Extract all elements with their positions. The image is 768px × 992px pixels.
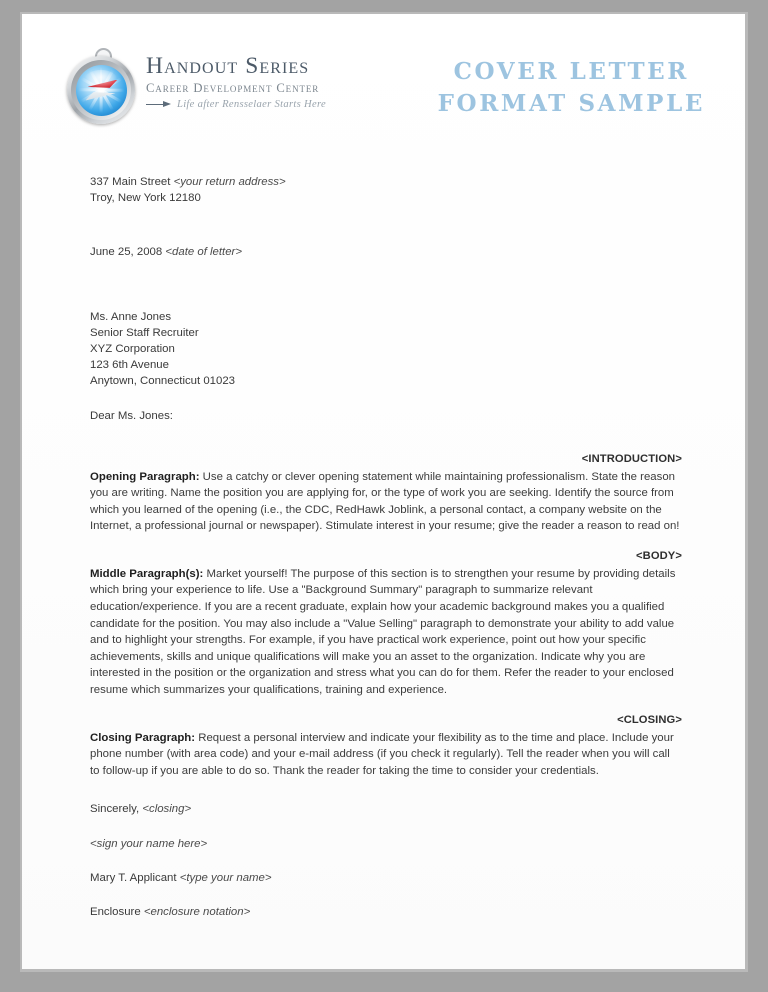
paragraph-text-introduction: Use a catchy or clever opening statement while maintaining professionalism. State the reason you are writing. Name the position you are applying for, or the type of work you are seeking. Identify the source from which you learned of the opening (i.e., the CDC, RedHawk Joblink, a personal contact, a company website on the Internet, a professional journal or newspaper). Stimulate interest in your resume; give the reader a reason to read on! — [90, 470, 680, 533]
signature-closing — [90, 801, 682, 817]
paragraph-closing — [90, 730, 682, 780]
salutation: Dear Ms. Jones: — [90, 409, 173, 422]
page-title-line-1: COVER LETTER — [453, 58, 690, 85]
page-title-line-2: FORMAT SAMPLE — [437, 89, 705, 117]
section-tag-introduction: <INTRODUCTION> — [581, 452, 682, 465]
recipient-line: 123 6th Avenue — [90, 359, 169, 372]
paragraph-introduction — [90, 469, 682, 535]
signature-closing-text: Sincerely, — [90, 803, 143, 816]
recipient-address-block — [90, 309, 682, 390]
brand-tagline: Life after Rensselaer Starts Here — [177, 98, 326, 110]
date-block — [90, 244, 682, 260]
signature-name-text: Mary T. Applicant — [90, 871, 180, 884]
enclosure-placeholder: <enclosure notation> — [143, 905, 251, 918]
signature-name — [90, 870, 682, 886]
paragraph-lead-introduction: Opening Paragraph: — [90, 470, 200, 483]
paragraph-text-closing: Request a personal interview and indicate your flexibility as to the time and place. Include your phone number (with area code) and your e-mail address (if you check it regularly). Tell the reader when you will call to follow-up if you are able to do so. Thank the reader for taking the time to consider your credentials. — [90, 731, 674, 777]
document-page — [22, 14, 745, 969]
brand-block — [146, 54, 362, 110]
date-placeholder: <date of letter> — [165, 246, 243, 259]
section-body — [90, 549, 682, 699]
return-address-line-1 — [90, 174, 682, 190]
paragraph-body — [90, 566, 682, 699]
page-surface — [22, 14, 745, 969]
return-address-street: 337 Main Street — [90, 176, 174, 188]
signature-block — [90, 801, 682, 920]
enclosure-line — [90, 904, 682, 920]
paragraph-lead-closing: Closing Paragraph: — [90, 731, 196, 744]
signature-sign-placeholder: <sign your name here> — [90, 837, 208, 850]
compass-face — [76, 65, 127, 116]
paragraph-lead-body: Middle Paragraph(s): — [90, 567, 204, 580]
signature-name-placeholder: <type your name> — [179, 871, 272, 884]
brand-tagline-row — [146, 99, 362, 110]
recipient-line: Senior Staff Recruiter — [90, 326, 199, 339]
brand-title: Handout Series — [146, 53, 310, 79]
enclosure-text: Enclosure — [90, 905, 144, 918]
paragraph-text-body: Market yourself! The purpose of this section is to strengthen your resume by providing details which bring your experience to life. Use a "Background Summary" paragraph to summarize relevant education/experience. If you are a recent graduate, explain how your academic background makes you a qualified candidate for the position. You may also include a "Value Selling" paragraph to demonstrate your ability to add value and to highlight your strengths. For example, if you have practical work experience, point out how your specific achievements, skills and unique qualifications will make you an asset to the organization. Indicate why you are interested in the position or the organization and stress what you can do for them. Refer the reader to your enclosed resume which summarizes your qualifications, training and experience. — [90, 567, 676, 697]
compass-logo — [62, 48, 140, 134]
section-tag-closing: <CLOSING> — [617, 713, 682, 726]
section-tag-body: <BODY> — [636, 549, 682, 562]
section-closing — [90, 713, 682, 780]
recipient-line: Anytown, Connecticut 01023 — [90, 375, 236, 388]
recipient-line: Ms. Anne Jones — [90, 310, 172, 323]
letter-body — [90, 174, 682, 920]
date-value: June 25, 2008 — [90, 246, 166, 259]
return-address-block — [90, 174, 682, 206]
section-introduction — [90, 452, 682, 535]
return-address-placeholder: <your return address> — [173, 176, 286, 188]
brand-subtitle: Career Development Center — [146, 80, 320, 95]
compass-gloss — [85, 70, 117, 88]
letterhead — [62, 40, 362, 136]
page-title — [438, 56, 705, 119]
return-address-line-2: Troy, New York 12180 — [90, 192, 201, 205]
recipient-line: XYZ Corporation — [90, 342, 175, 355]
signature-closing-placeholder: <closing> — [142, 803, 192, 816]
arrow-right-icon — [146, 101, 172, 108]
